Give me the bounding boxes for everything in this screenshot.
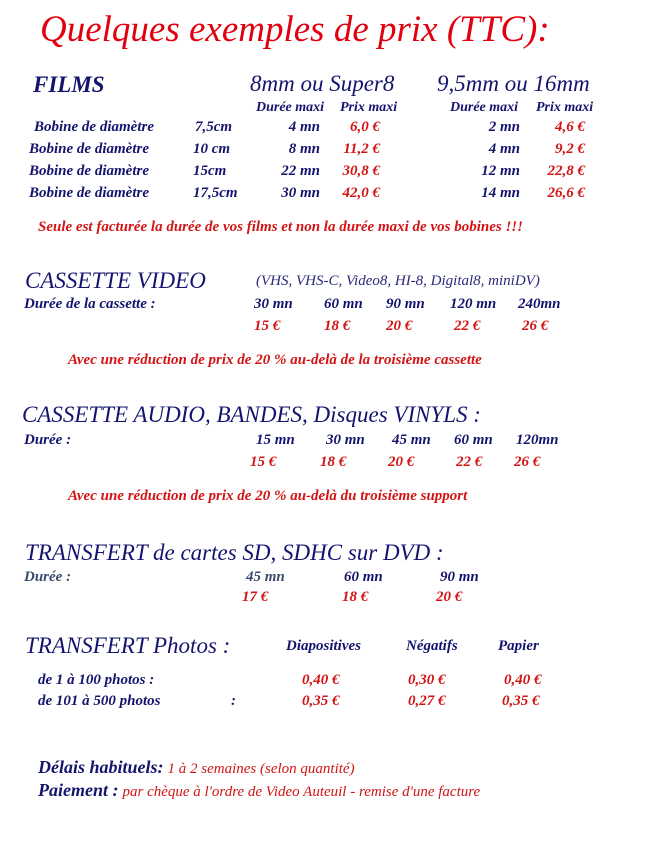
video-price: 18 € xyxy=(324,318,351,334)
video-note: Avec une réduction de prix de 20 % au-delà de la troisième cassette xyxy=(68,352,482,368)
row-dur-a: 4 mn xyxy=(288,119,320,135)
films-format-a: 8mm ou Super8 xyxy=(250,71,395,96)
video-duration: 90 mn xyxy=(386,296,425,312)
photos-price: 0,35 € xyxy=(302,693,340,709)
row-size: 17,5cm xyxy=(193,185,238,201)
audio-price: 26 € xyxy=(514,454,541,470)
films-col-duration-b: Durée maxi xyxy=(450,100,519,115)
audio-price: 22 € xyxy=(456,454,483,470)
photos-price: 0,35 € xyxy=(502,693,540,709)
audio-price: 18 € xyxy=(320,454,347,470)
audio-duration: 120mn xyxy=(516,432,559,448)
audio-duration: 45 mn xyxy=(392,432,431,448)
video-formats: (VHS, VHS-C, Video8, HI-8, Digital8, miniDV) xyxy=(256,273,540,289)
photos-price: 0,30 € xyxy=(408,672,446,688)
photos-col: Papier xyxy=(498,638,539,654)
row-dur-b: 2 mn xyxy=(488,119,520,135)
row-price-b: 22,8 € xyxy=(547,163,585,179)
sd-heading: TRANSFERT de cartes SD, SDHC sur DVD : xyxy=(25,540,444,565)
row-price-b: 4,6 € xyxy=(555,119,585,135)
films-format-b: 9,5mm ou 16mm xyxy=(437,71,590,96)
row-label: Bobine de diamètre xyxy=(29,141,149,157)
films-note: Seule est facturée la durée de vos films et non la durée maxi de vos bobines !!! xyxy=(38,219,523,235)
row-label: Bobine de diamètre xyxy=(34,119,154,135)
row-price-b: 9,2 € xyxy=(555,141,585,157)
films-col-duration-a: Durée maxi xyxy=(256,100,325,115)
video-price: 15 € xyxy=(254,318,281,334)
row-dur-b: 12 mn xyxy=(481,163,520,179)
photos-price: 0,27 € xyxy=(408,693,446,709)
photos-price: 0,40 € xyxy=(302,672,340,688)
sd-price: 18 € xyxy=(342,589,369,605)
row-dur-b: 4 mn xyxy=(488,141,520,157)
video-duration: 120 mn xyxy=(450,296,497,312)
photos-row-colon: : xyxy=(231,693,236,709)
sd-duration: 90 mn xyxy=(440,569,479,585)
sd-label: Durée : xyxy=(24,569,72,585)
video-price: 26 € xyxy=(522,318,549,334)
row-price-a: 42,0 € xyxy=(342,185,380,201)
audio-note: Avec une réduction de prix de 20 % au-delà du troisième support xyxy=(68,488,468,504)
row-size: 10 cm xyxy=(193,141,231,157)
row-label: Bobine de diamètre xyxy=(29,185,149,201)
audio-duration: 15 mn xyxy=(256,432,295,448)
delay-value: 1 à 2 semaines (selon quantité) xyxy=(167,761,355,777)
photos-heading: TRANSFERT Photos : xyxy=(25,633,231,658)
video-price: 22 € xyxy=(454,318,481,334)
payment-label: Paiement : xyxy=(38,780,119,800)
page-title: Quelques exemples de prix (TTC): xyxy=(40,9,550,50)
video-duration: 60 mn xyxy=(324,296,363,312)
films-heading: FILMS xyxy=(33,72,105,97)
delay-line xyxy=(38,757,355,778)
video-heading: CASSETTE VIDEO xyxy=(25,268,206,293)
films-col-price-a: Prix maxi xyxy=(340,100,398,115)
photos-price: 0,40 € xyxy=(504,672,542,688)
audio-duration: 30 mn xyxy=(326,432,365,448)
row-dur-a: 8 mn xyxy=(288,141,320,157)
video-duration: 240mn xyxy=(518,296,561,312)
photos-col: Négatifs xyxy=(406,638,458,654)
row-price-a: 6,0 € xyxy=(350,119,380,135)
row-dur-b: 14 mn xyxy=(481,185,520,201)
delay-label: Délais habituels: xyxy=(38,757,164,777)
row-label: Bobine de diamètre xyxy=(29,163,149,179)
row-price-a: 30,8 € xyxy=(342,163,380,179)
video-label: Durée de la cassette : xyxy=(24,296,156,312)
audio-label: Durée : xyxy=(24,432,72,448)
sd-duration: 60 mn xyxy=(344,569,383,585)
audio-price: 15 € xyxy=(250,454,277,470)
row-size: 15cm xyxy=(193,163,227,179)
row-size: 7,5cm xyxy=(195,119,233,135)
payment-value: par chèque à l'ordre de Video Auteuil - remise d'une facture xyxy=(122,784,481,800)
audio-heading: CASSETTE AUDIO, BANDES, Disques VINYLS : xyxy=(22,402,481,427)
sd-price: 20 € xyxy=(436,589,463,605)
films-col-price-b: Prix maxi xyxy=(536,100,594,115)
row-price-a: 11,2 € xyxy=(343,141,380,157)
photos-col: Diapositives xyxy=(286,638,361,654)
row-dur-a: 30 mn xyxy=(281,185,320,201)
sd-price: 17 € xyxy=(242,589,269,605)
video-price: 20 € xyxy=(386,318,413,334)
photos-row-label: de 101 à 500 photos xyxy=(38,693,161,709)
payment-line xyxy=(38,780,480,801)
photos-row-label: de 1 à 100 photos : xyxy=(38,672,155,688)
audio-price: 20 € xyxy=(388,454,415,470)
row-dur-a: 22 mn xyxy=(281,163,320,179)
row-price-b: 26,6 € xyxy=(547,185,585,201)
audio-duration: 60 mn xyxy=(454,432,493,448)
sd-duration: 45 mn xyxy=(246,569,285,585)
video-duration: 30 mn xyxy=(254,296,293,312)
